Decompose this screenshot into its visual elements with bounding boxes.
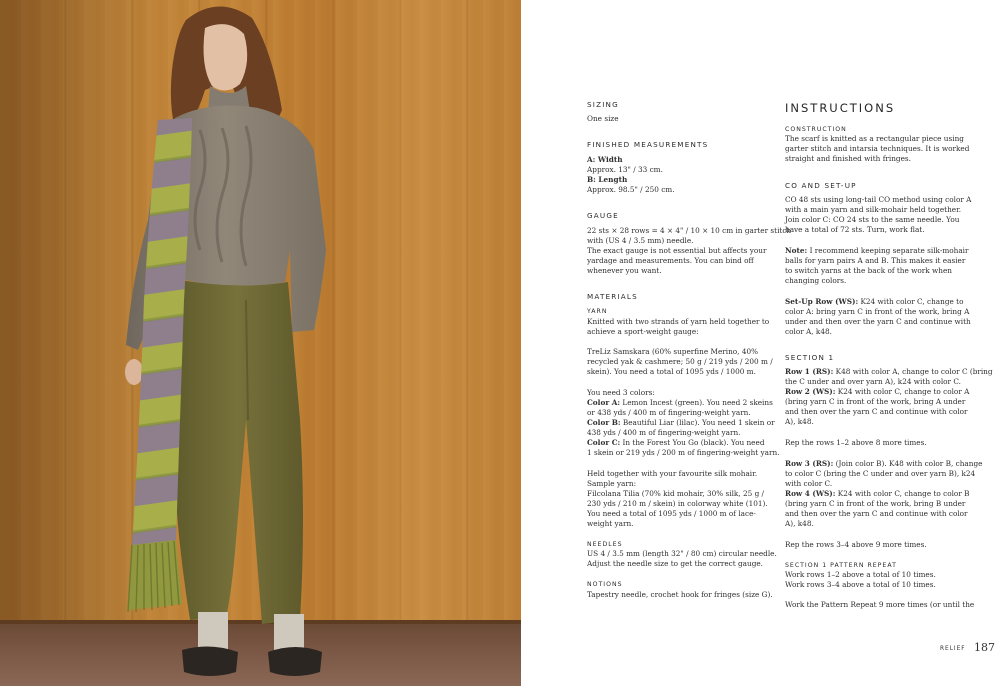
gauge-line: 22 sts × 28 rows = 4 × 4" / 10 × 10 cm in garter stitch [587, 226, 792, 235]
materials-heading: MATERIALS [587, 292, 638, 301]
gauge-heading: GAUGE [587, 211, 619, 220]
running-footer-title: RELIEF [940, 646, 966, 652]
mohair-text: Sample yarn: [587, 479, 637, 488]
co-text: have a total of 72 sts. Turn, work flat. [785, 225, 925, 234]
row2-label: Row 2 (WS): [785, 387, 836, 396]
co-text: Join color C: CO 24 sts to the same needle. You [785, 215, 960, 224]
row4-text: and then over the yarn C and continue with color [785, 509, 968, 518]
row3-text: to color C (bring the C under and over yarn B), k24 [785, 469, 976, 478]
note-text: to switch yarns at the back of the work when [785, 266, 952, 275]
length-value: Approx. 98.5" / 250 cm. [587, 185, 675, 194]
needles-subheading: NEEDLES [587, 541, 623, 548]
color-b-text: 438 yds / 400 m of fingering-weight yarn. [587, 428, 741, 437]
co-text: CO 48 sts using long-tail CO method using color A [785, 195, 972, 204]
width-label: A: Width [587, 155, 623, 164]
pattern-repeat-text: Work rows 1–2 above a total of 10 times. [785, 570, 936, 579]
color-c-label: Color C: [587, 438, 621, 447]
mohair-text: You need a total of 1095 yds / 1000 m of lace- [587, 509, 756, 518]
repeat-text: Rep the rows 1–2 above 8 more times. [785, 438, 927, 447]
finished-measurements-heading: FINISHED MEASUREMENTS [587, 140, 709, 149]
sizing-heading: SIZING [587, 100, 619, 109]
gauge-line: whenever you want. [587, 266, 662, 275]
note-text: balls for yarn pairs A and B. This makes it easier [785, 256, 966, 265]
setup-row-text: color A, k48. [785, 327, 832, 336]
row4-label: Row 4 (WS): [785, 489, 836, 498]
construction-text: garter stitch and intarsia techniques. It is worked [785, 144, 970, 153]
color-a-label: Color A: [587, 398, 621, 407]
row1-label: Row 1 (RS): [785, 367, 834, 376]
gauge-line: The exact gauge is not essential but affects your [587, 246, 767, 255]
repeat-text: Rep the rows 3–4 above 9 more times. [785, 540, 927, 549]
setup-row-text: under and then over the yarn C and continue with [785, 317, 971, 326]
colors-intro: You need 3 colors: [587, 388, 655, 397]
pattern-repeat-subheading: SECTION 1 PATTERN REPEAT [785, 562, 897, 569]
sizing-text: One size [587, 114, 619, 123]
row3-label: Row 3 (RS): [785, 459, 834, 468]
construction-subheading: CONSTRUCTION [785, 126, 847, 133]
gauge-line: with (US 4 / 3.5 mm) needle. [587, 236, 694, 245]
co-text: with a main yarn and silk-mohair held together. [785, 205, 962, 214]
mohair-text: weight yarn. [587, 519, 634, 528]
row2-text: and then over the yarn C and continue with color [785, 407, 968, 416]
row4-text: (bring yarn C in front of the work, bring B under [785, 499, 966, 508]
yarn-text: Knitted with two strands of yarn held together to [587, 317, 770, 326]
color-b-label: Color B: [587, 418, 621, 427]
treliz-text: skein). You need a total of 1095 yds / 1000 m. [587, 367, 756, 376]
color-a-text: or 438 yds / 400 m of fingering-weight yarn. [587, 408, 751, 417]
note-text: changing colors. [785, 276, 847, 285]
mohair-text: Filcolana Tilia (70% kid mohair, 30% silk, 25 g / [587, 489, 765, 498]
row4-text: A), k48. [785, 519, 814, 528]
row1-text: the C under and over yarn A), k24 with color C. [785, 377, 961, 386]
note-label: Note: [785, 246, 808, 255]
notions-subheading: NOTIONS [587, 581, 623, 588]
row2-text: A), k48. [785, 417, 814, 426]
needles-text: US 4 / 3.5 mm (length 32" / 80 cm) circular needle. [587, 549, 777, 558]
section1-heading: SECTION 1 [785, 353, 835, 362]
treliz-text: TreLiz Samskara (60% superfine Merino, 40% [587, 347, 759, 356]
construction-text: The scarf is knitted as a rectangular piece using [785, 134, 964, 143]
color-c-text: 1 skein or 219 yds / 200 m of fingering-weight yarn. [587, 448, 780, 457]
yarn-subheading: YARN [587, 308, 608, 315]
treliz-text: recycled yak & cashmere; 50 g / 219 yds / 200 m / [587, 357, 773, 366]
final-text: Work the Pattern Repeat 9 more times (or until the [785, 600, 975, 609]
gauge-line: yardage and measurements. You can bind off [587, 256, 754, 265]
page-number: 187 [974, 641, 995, 654]
setup-row-label: Set-Up Row (WS): [785, 297, 859, 306]
mohair-text: Held together with your favourite silk mohair. [587, 469, 758, 478]
mohair-text: 230 yds / 210 m / skein) in colorway white (101). [587, 499, 768, 508]
instructions-title: INSTRUCTIONS [785, 101, 896, 115]
row2-text: (bring yarn C in front of the work, bring A under [785, 397, 966, 406]
length-label: B: Length [587, 175, 628, 184]
setup-row-text: color A: bring yarn C in front of the work, bring A [785, 307, 970, 316]
notions-text: Tapestry needle, crochet hook for fringes (size G). [587, 590, 773, 599]
needles-text: Adjust the needle size to get the correct gauge. [587, 559, 764, 568]
yarn-text: achieve a sport-weight gauge: [587, 327, 699, 336]
pattern-repeat-text: Work rows 3–4 above a total of 10 times. [785, 580, 936, 589]
construction-text: straight and finished with fringes. [785, 154, 911, 163]
width-value: Approx. 13" / 33 cm. [587, 165, 663, 174]
row3-text: with color C. [785, 479, 833, 488]
co-heading: CO AND SET-UP [785, 181, 857, 190]
